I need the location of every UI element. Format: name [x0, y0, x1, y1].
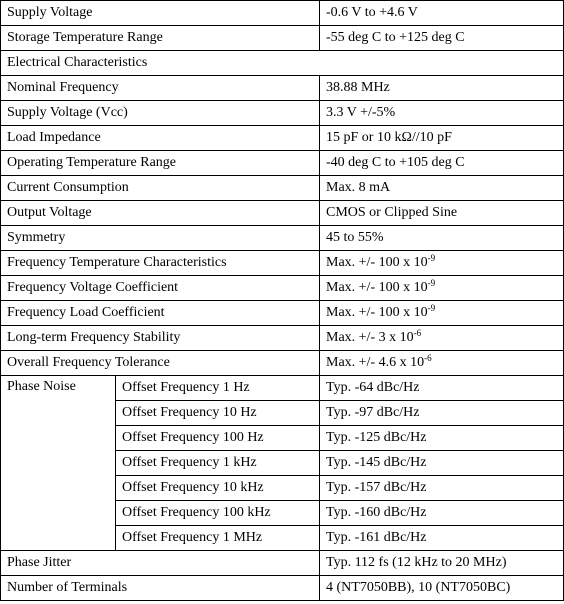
- table-row: [1, 101, 564, 126]
- row-value: [320, 251, 564, 276]
- offset-frequency: Offset Frequency 1 MHz: [116, 526, 320, 551]
- table-row: [1, 226, 564, 251]
- offset-frequency: Offset Frequency 1 Hz: [116, 376, 320, 401]
- row-label: Nominal Frequency: [1, 76, 320, 101]
- offset-frequency: Offset Frequency 10 kHz: [116, 476, 320, 501]
- value-exponent: -6: [424, 353, 432, 363]
- value-exponent: -6: [413, 328, 422, 338]
- phase-noise-value: Typ. -145 dBc/Hz: [320, 451, 564, 476]
- row-label: Output Voltage: [1, 201, 320, 226]
- table-row: [1, 201, 564, 226]
- value-text: Max. +/- 100 x 10: [326, 255, 428, 270]
- phase-noise-value: Typ. -160 dBc/Hz: [320, 501, 564, 526]
- row-label: Long-term Frequency Stability: [1, 326, 320, 351]
- table-row: [1, 326, 564, 351]
- value-exponent: -9: [427, 278, 436, 288]
- phase-noise-value: Typ. -97 dBc/Hz: [320, 401, 564, 426]
- row-value: Max. 8 mA: [320, 176, 564, 201]
- phase-noise-value: Typ. -64 dBc/Hz: [320, 376, 564, 401]
- table-row: [1, 551, 564, 576]
- row-label: Symmetry: [1, 226, 320, 251]
- row-label: Frequency Load Coefficient: [1, 301, 320, 326]
- value-text: Max. +/- 4.6 x 10: [326, 355, 425, 370]
- row-value: [320, 301, 564, 326]
- table-row: [1, 1, 564, 26]
- phase-noise-row: [1, 376, 564, 401]
- table-row: [1, 276, 564, 301]
- row-label: Frequency Voltage Coefficient: [1, 276, 320, 301]
- table-row: [1, 176, 564, 201]
- offset-frequency: Offset Frequency 100 Hz: [116, 426, 320, 451]
- value-text: Max. +/- 100 x 10: [326, 305, 428, 320]
- section-header: Electrical Characteristics: [1, 51, 564, 76]
- row-label: Load Impedance: [1, 126, 320, 151]
- phase-noise-value: Typ. -161 dBc/Hz: [320, 526, 564, 551]
- value-text: Max. +/- 3 x 10: [326, 330, 414, 345]
- row-value: CMOS or Clipped Sine: [320, 201, 564, 226]
- table-row: [1, 576, 564, 601]
- row-label: Phase Jitter: [1, 551, 320, 576]
- table-row: [1, 126, 564, 151]
- row-value: Typ. 112 fs (12 kHz to 20 MHz): [320, 551, 564, 576]
- table-row: [1, 151, 564, 176]
- value-exponent: -9: [427, 253, 436, 263]
- table-row: [1, 251, 564, 276]
- row-label: Overall Frequency Tolerance: [1, 351, 320, 376]
- row-label: Number of Terminals: [1, 576, 320, 601]
- row-label: Operating Temperature Range: [1, 151, 320, 176]
- section-header-row: [1, 51, 564, 76]
- row-label: Frequency Temperature Characteristics: [1, 251, 320, 276]
- row-value: 4 (NT7050BB), 10 (NT7050BC): [320, 576, 564, 601]
- row-value: [320, 276, 564, 301]
- row-label: Supply Voltage: [1, 1, 320, 26]
- row-label: Storage Temperature Range: [1, 26, 320, 51]
- row-label: Supply Voltage (Vcc): [1, 101, 320, 126]
- row-value: -40 deg C to +105 deg C: [320, 151, 564, 176]
- row-value: 15 pF or 10 kΩ//10 pF: [320, 126, 564, 151]
- offset-frequency: Offset Frequency 10 Hz: [116, 401, 320, 426]
- phase-noise-label: Phase Noise: [1, 376, 116, 551]
- row-value: -0.6 V to +4.6 V: [320, 1, 564, 26]
- row-value: 38.88 MHz: [320, 76, 564, 101]
- offset-frequency: Offset Frequency 100 kHz: [116, 501, 320, 526]
- table-row: [1, 76, 564, 101]
- row-value: -55 deg C to +125 deg C: [320, 26, 564, 51]
- phase-noise-value: Typ. -125 dBc/Hz: [320, 426, 564, 451]
- table-row: [1, 351, 564, 376]
- row-value: [320, 351, 564, 376]
- row-label: Current Consumption: [1, 176, 320, 201]
- table-row: [1, 26, 564, 51]
- offset-frequency: Offset Frequency 1 kHz: [116, 451, 320, 476]
- phase-noise-value: Typ. -157 dBc/Hz: [320, 476, 564, 501]
- row-value: 45 to 55%: [320, 226, 564, 251]
- table-row: [1, 301, 564, 326]
- row-value: 3.3 V +/-5%: [320, 101, 564, 126]
- value-exponent: -9: [427, 303, 436, 313]
- row-value: [320, 326, 564, 351]
- value-text: Max. +/- 100 x 10: [326, 280, 428, 295]
